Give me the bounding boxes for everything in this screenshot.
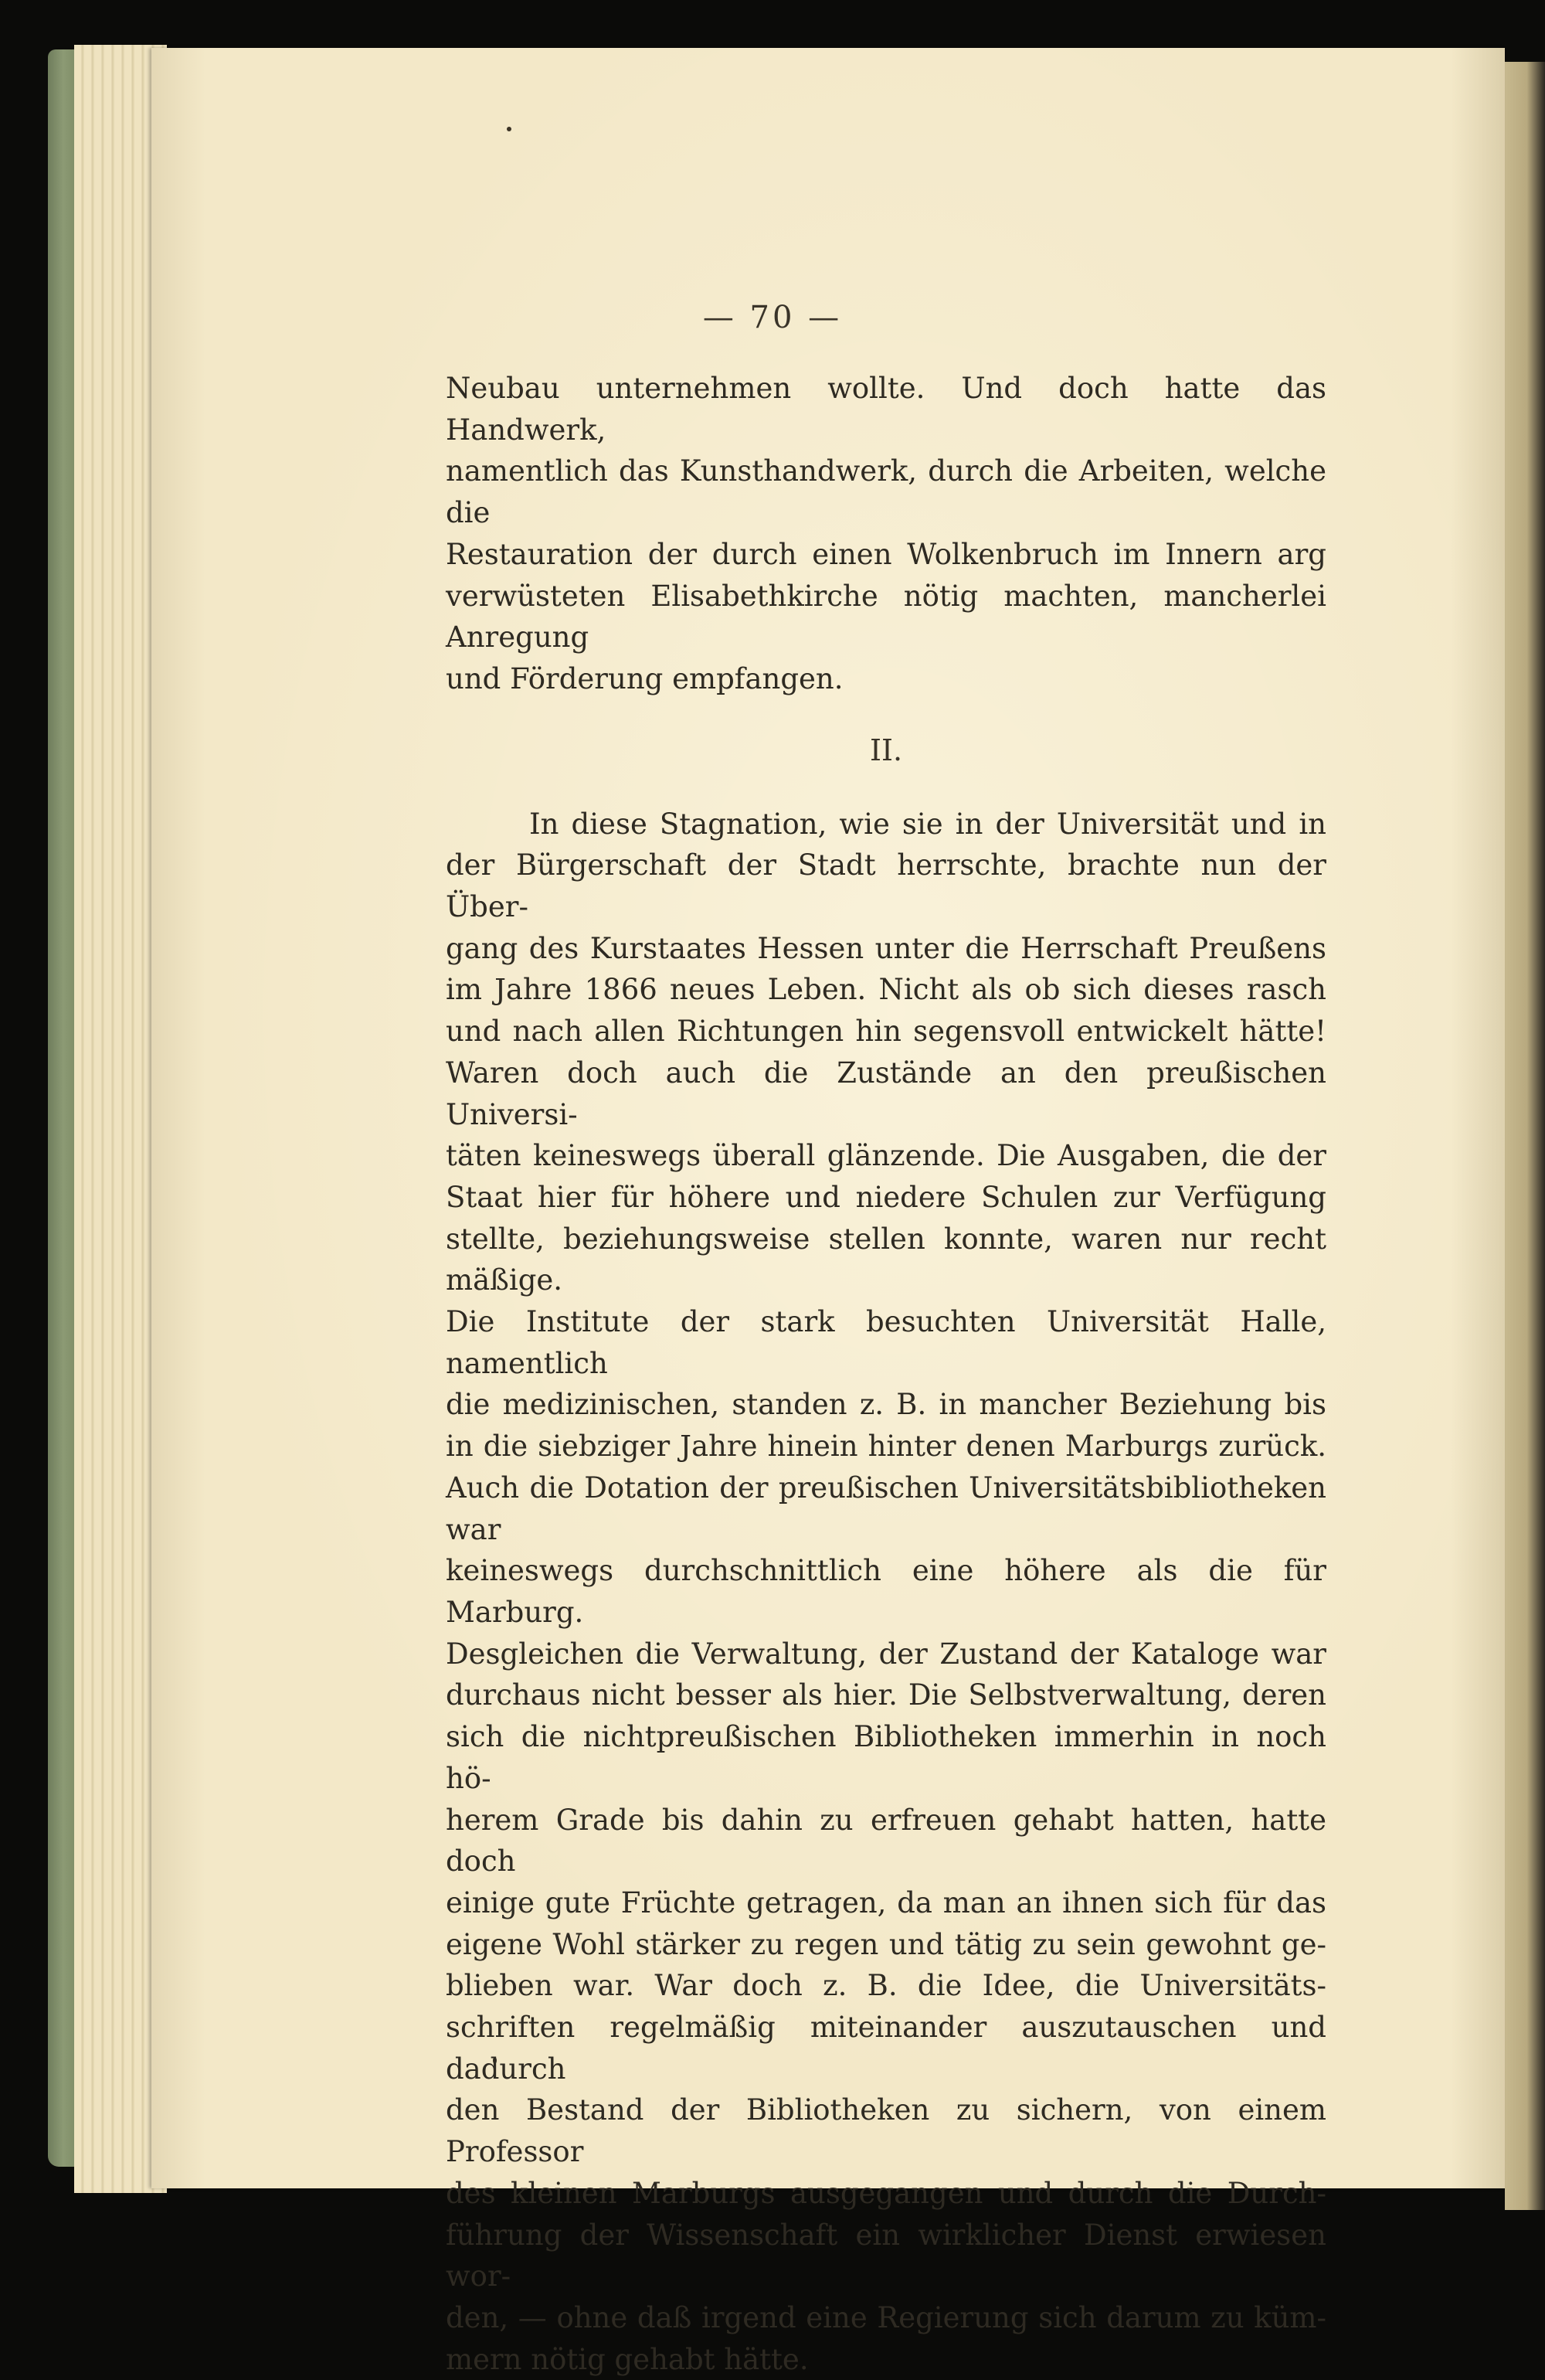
text-line: in die siebziger Jahre hinein hinter denen Marburgs zurück. (446, 1430, 1326, 1464)
text-line: durchaus nicht besser als hier. Die Selbstverwaltung, deren (446, 1678, 1326, 1712)
text-line: im Jahre 1866 neues Leben. Nicht als ob sich dieses rasch (446, 973, 1326, 1007)
text-line: die medizinischen, standen z. B. in mancher Beziehung bis (446, 1388, 1326, 1422)
text-line: sich die nichtpreußischen Bibliotheken immerhin in noch hö- (446, 1720, 1326, 1795)
text-line: und Förderung empfangen. (446, 661, 844, 695)
paper-speck (507, 127, 511, 131)
text-line: des kleinen Marburgs ausgegangen und durch die Durch- (446, 2176, 1326, 2210)
section-heading: II. (869, 733, 903, 767)
text-line: stellte, beziehungsweise stellen konnte, waren nur recht mäßige. (446, 1222, 1326, 1297)
text-line: eigene Wohl stärker zu regen und tätig zu sein gewohnt ge- (446, 1927, 1326, 1961)
text-line: führung der Wissenschaft ein wirklicher Dienst erwiesen wor- (446, 2218, 1326, 2293)
text-line: Desgleichen die Verwaltung, der Zustand der Kataloge war (446, 1637, 1326, 1671)
page-number: — 70 — (702, 300, 843, 335)
text-line: verwüsteten Elisabethkirche nötig machten, mancherlei Anregung (446, 579, 1326, 654)
continued-paragraph (446, 368, 1326, 700)
text-line: schriften regelmäßig miteinander auszutauschen und dadurch (446, 2011, 1326, 2086)
text-line: Neubau unternehmen wollte. Und doch hatte das Handwerk, (446, 372, 1326, 447)
text-line: Restauration der durch einen Wolkenbruch im Innern arg (446, 537, 1326, 571)
section-paragraph (446, 804, 1326, 2380)
text-line: Auch die Dotation der preußischen Universitätsbibliotheken war (446, 1470, 1326, 1546)
text-line: den, — ohne daß irgend eine Regierung sich darum zu küm- (446, 2300, 1326, 2334)
text-line: gang des Kurstaates Hessen unter die Herrschaft Preußens (446, 931, 1326, 965)
text-line: keineswegs durchschnittlich eine höhere als die für Marburg. (446, 1554, 1326, 1629)
text-line: namentlich das Kunsthandwerk, durch die Arbeiten, welche die (446, 454, 1326, 530)
text-line: den Bestand der Bibliotheken zu sichern, von einem Professor (446, 2093, 1326, 2169)
text-line: der Bürgerschaft der Stadt herrschte, brachte nun der Über- (446, 848, 1326, 924)
adjacent-page-edge (1505, 62, 1545, 2210)
text-line: herem Grade bis dahin zu erfreuen gehabt hatten, hatte doch (446, 1803, 1326, 1878)
text-line: Waren doch auch die Zustände an den preußischen Universi- (446, 1056, 1326, 1131)
text-line: Die Institute der stark besuchten Universität Halle, namentlich (446, 1305, 1326, 1380)
text-line: einige gute Früchte getragen, da man an ihnen sich für das (446, 1885, 1326, 1919)
text-line: blieben war. War doch z. B. die Idee, die Universitäts- (446, 1969, 1326, 2003)
text-line: Staat hier für höhere und niedere Schulen zur Verfügung (446, 1180, 1326, 1214)
text-line: mern nötig gehabt hätte. (446, 2342, 809, 2376)
text-line: und nach allen Richtungen hin segensvoll entwickelt hätte! (446, 1015, 1326, 1049)
text-line: täten keineswegs überall glänzende. Die Ausgaben, die der (446, 1139, 1326, 1173)
page-body (446, 368, 1326, 2380)
text-line: In diese Stagnation, wie sie in der Universität und in (529, 807, 1326, 841)
